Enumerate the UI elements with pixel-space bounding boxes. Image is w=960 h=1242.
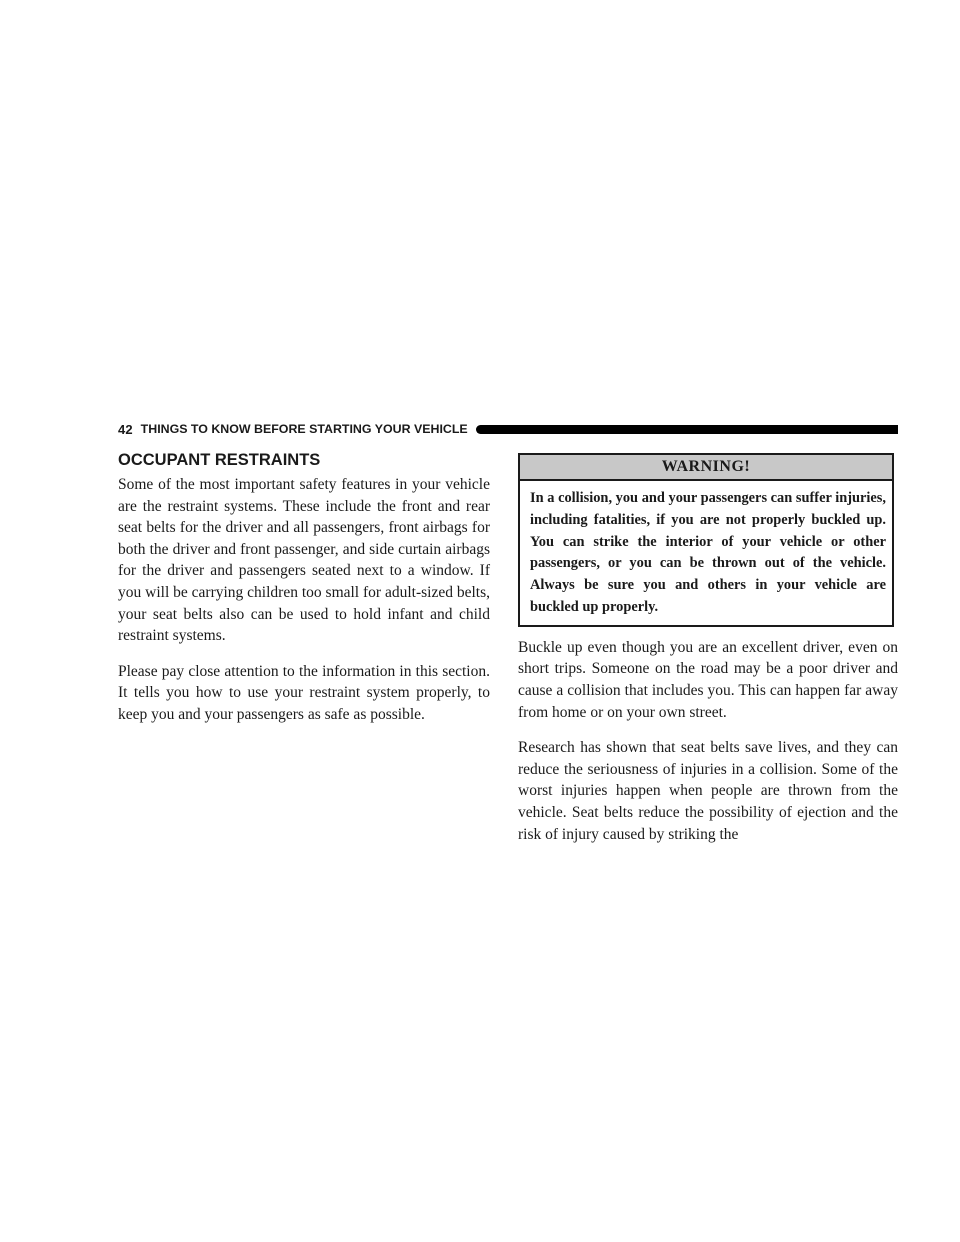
left-column — [118, 450, 490, 740]
paragraph-attention: Please pay close attention to the information in this section. It tells you how to use your restraint system properly, to keep you and your passengers as safe as possible. — [118, 662, 490, 723]
right-column — [518, 453, 898, 859]
warning-box — [518, 453, 894, 627]
section-heading: OCCUPANT RESTRAINTS — [118, 451, 321, 469]
paragraph-research: Research has shown that seat belts save lives, and they can reduce the seriousness of injuries in a collision. Some of the worst injuries happen when people are thrown from the vehicle. Seat belts reduce the possibility of ejection and the risk of injury caused by striking the — [518, 739, 898, 843]
warning-title: WARNING! — [520, 455, 892, 481]
section-title: THINGS TO KNOW BEFORE STARTING YOUR VEHICLE — [140, 422, 468, 436]
header-rule — [476, 425, 898, 434]
paragraph-intro: Some of the most important safety features in your vehicle are the restraint systems. These include the front and rear seat belts for the driver and all passengers, front airbags for both the driver and front passenger, and side curtain airbags for the driver and passengers seated next to a window. If you will be carrying children too small for adult-sized belts, your seat belts also can be used to hold infant and child restraint systems. — [118, 476, 490, 645]
page-number: 42 — [118, 421, 133, 437]
page-header — [118, 421, 898, 437]
paragraph-buckle-up: Buckle up even though you are an excellent driver, even on short trips. Someone on the road may be a poor driver and cause a collision that includes you. This can happen far away from home or on your own street. — [518, 638, 898, 721]
warning-body: In a collision, you and your passengers can suffer injuries, including fatalities, if you are not properly buckled up. You can strike the interior of your vehicle or other passengers, or you can be thrown out of the vehicle. Always be sure you and others in your vehicle are buckled up properly. — [530, 490, 886, 615]
